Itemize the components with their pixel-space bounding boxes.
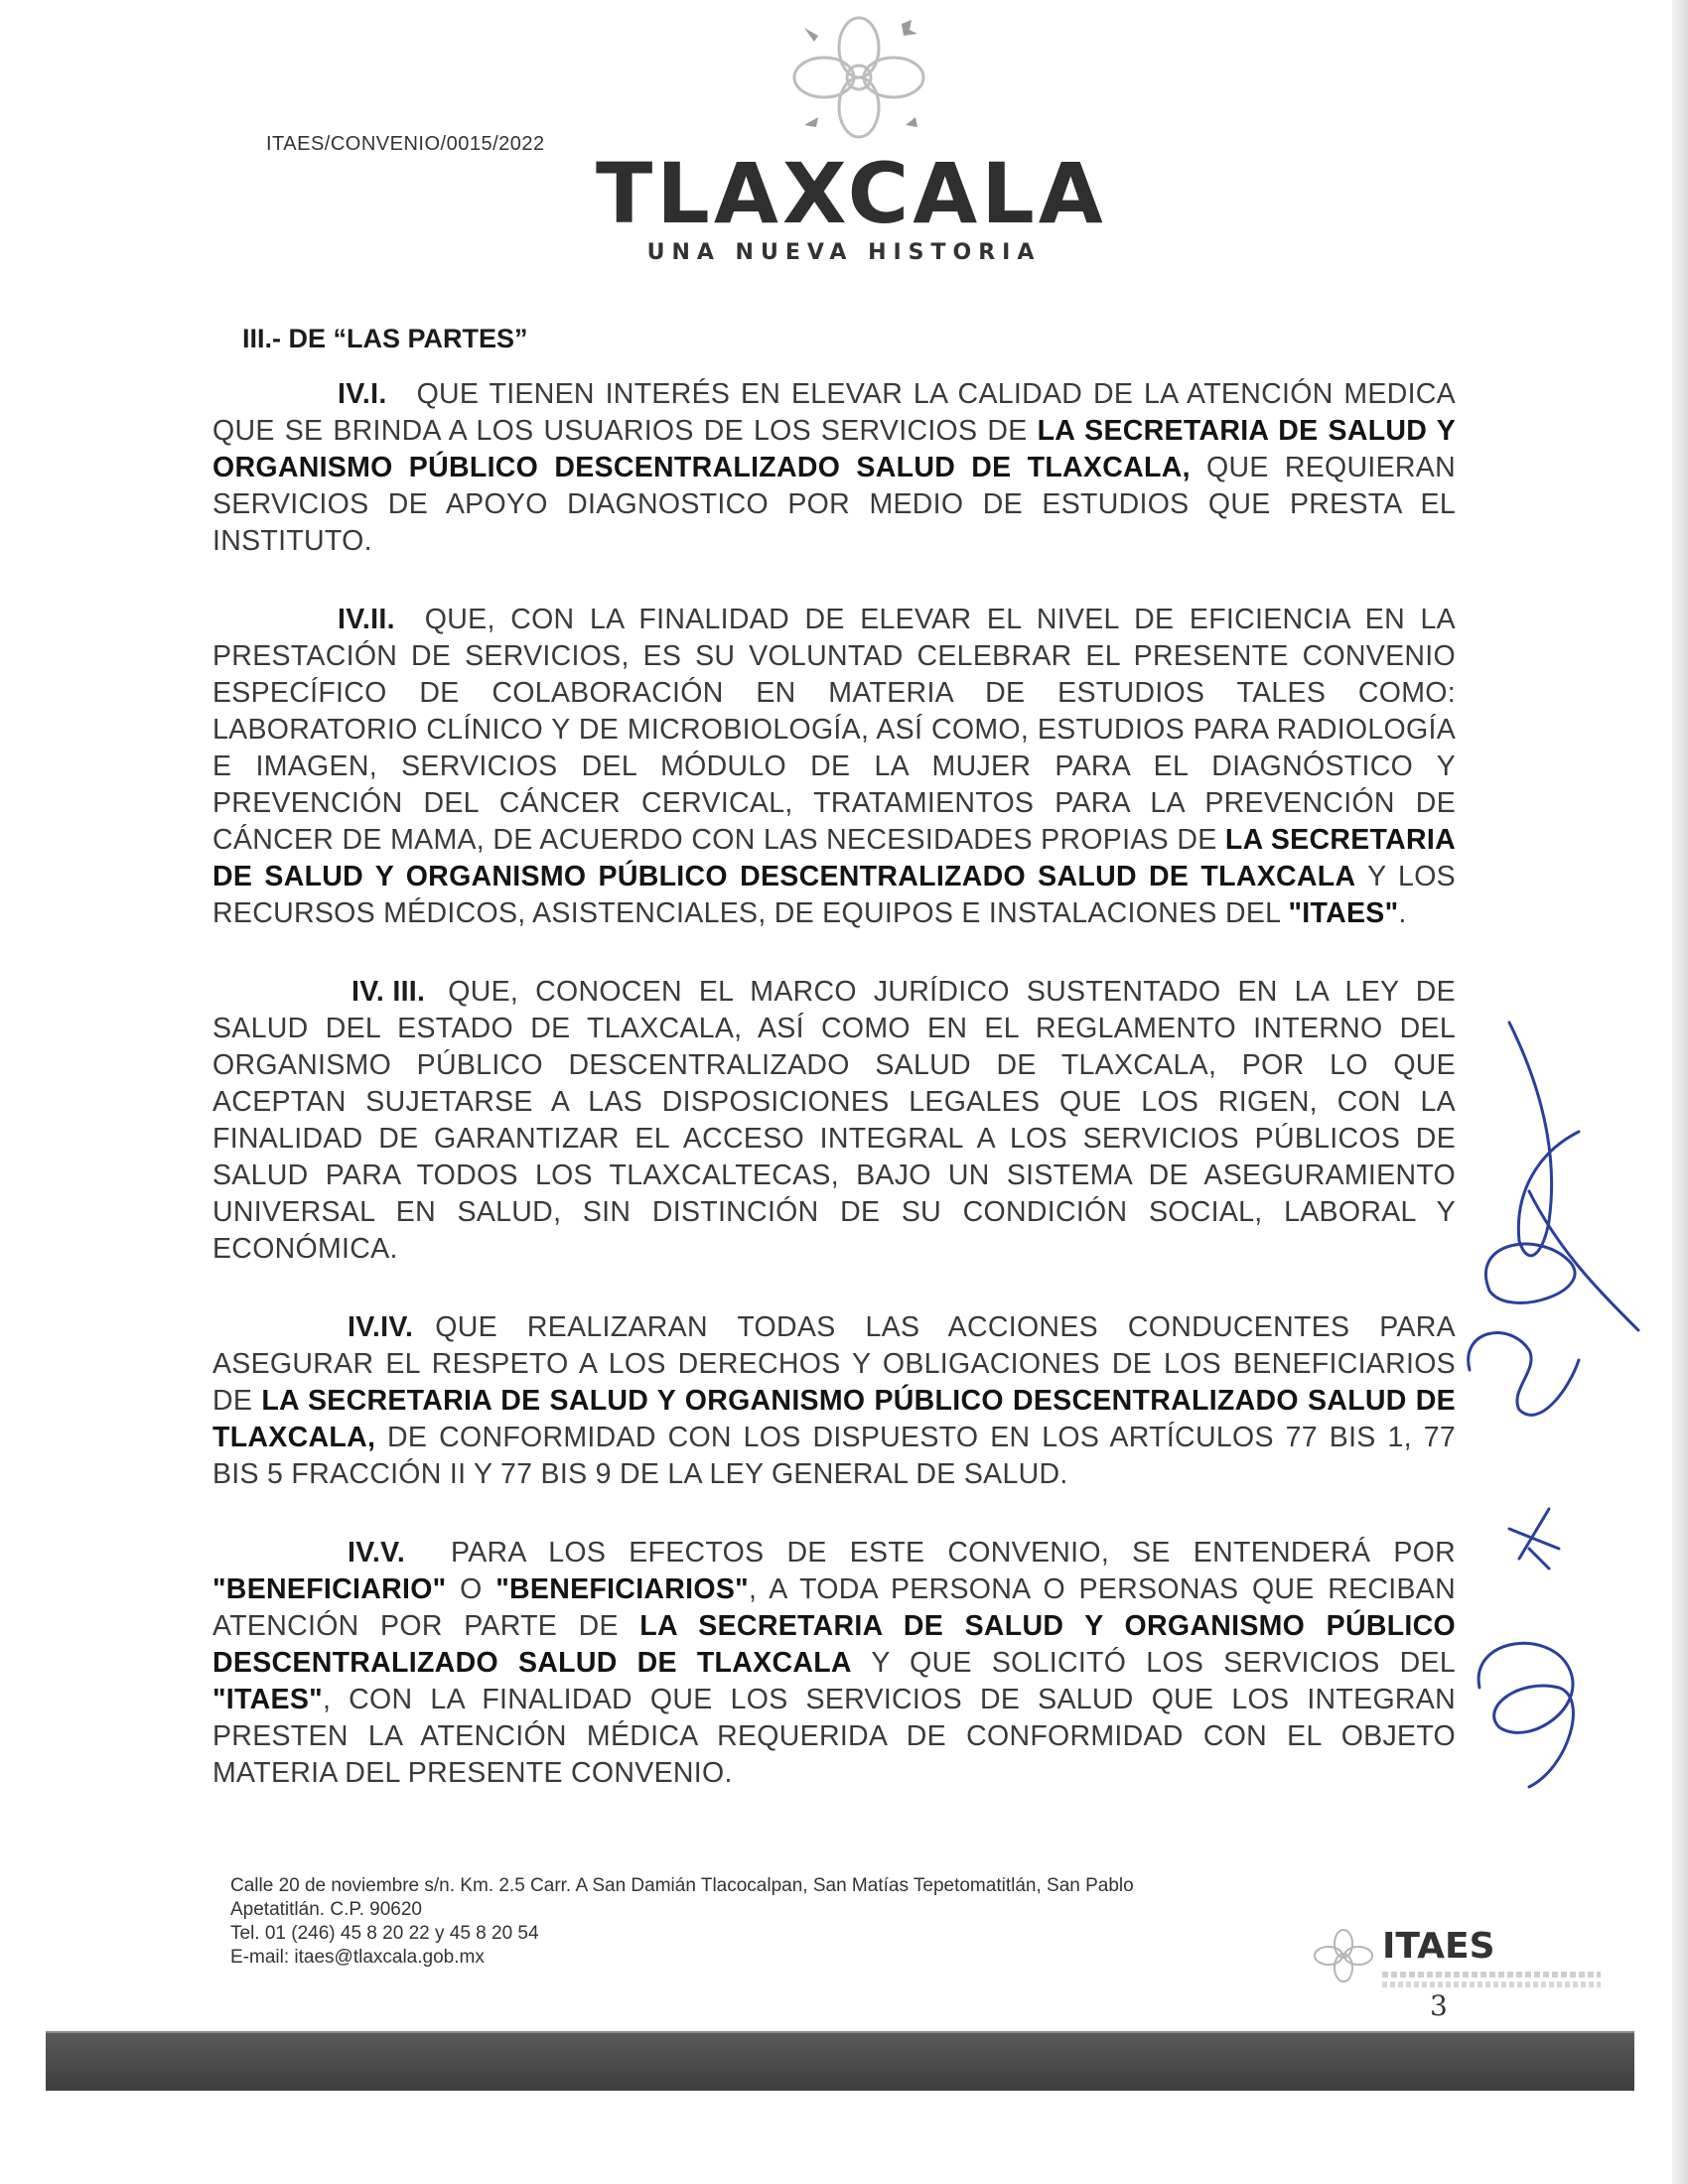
itaes-logo-subtitle bbox=[1382, 1981, 1601, 1987]
document-body bbox=[212, 324, 1456, 1834]
clause-iv-i bbox=[212, 376, 1456, 560]
itaes-logo-subtitle bbox=[1382, 1972, 1601, 1978]
clause-text: QUE TIENEN INTERÉS EN ELEVAR LA CALIDAD DE LA ATENCIÓN MEDICA QUE SE BRINDA A LOS USUARIOS DE LOS SERVICIOS DE bbox=[212, 378, 1456, 447]
page-number: 3 bbox=[1430, 1989, 1448, 2022]
clause-number: IV.V. bbox=[348, 1537, 406, 1569]
clause-iv-v bbox=[212, 1535, 1456, 1792]
phone-text: Tel. 01 (246) 45 8 20 22 y 45 8 20 54 bbox=[230, 1923, 539, 1944]
clause-bold-text: "ITAES" bbox=[1288, 897, 1399, 929]
clause-iv-iii bbox=[212, 974, 1456, 1268]
clause-bold-text: "BENEFICIARIOS" bbox=[495, 1573, 749, 1605]
itaes-emblem-icon bbox=[1309, 1926, 1378, 1985]
clause-bold-text: "ITAES" bbox=[212, 1684, 323, 1715]
clause-iv-iv bbox=[212, 1309, 1456, 1493]
clause-bold-text: LA SECRETARIA DE SALUD Y ORGANISMO PÚBLICO DESCENTRALIZADO SALUD DE TLAXCALA bbox=[212, 1610, 1456, 1679]
clause-text: PARA LOS EFECTOS DE ESTE CONVENIO, SE ENTENDERÁ POR bbox=[451, 1537, 1456, 1569]
clause-text: QUE, CON LA FINALIDAD DE ELEVAR EL NIVEL DE EFICIENCIA EN LA PRESTACIÓN DE SERVICIOS, ES SU VOLUNTAD CELEBRAR EL PRESENTE CONVENIO ESPECÍFICO DE COLABORACIÓN EN MATERIA DE ESTUDIOS TALES COMO: LABORATORIO CLÍNICO Y DE MICROBIOLOGÍA, ASÍ COMO, ESTUDIOS PARA RADIOLOGÍA E IMAGEN, SERVICIOS DEL MÓDULO DE LA MUJER PARA EL DIAGNÓSTICO Y PREVENCIÓN DEL CÁNCER CERVICAL, TRATAMIENTOS PARA LA PREVENCIÓN DE CÁNCER DE MAMA, DE ACUERDO CON LAS NECESIDADES PROPIAS DE bbox=[212, 604, 1456, 856]
itaes-logo-text: ITAES bbox=[1382, 1926, 1495, 1967]
handwritten-signatures bbox=[1450, 993, 1678, 1866]
clause-number: IV. III. bbox=[352, 976, 426, 1008]
clause-text: QUE, CONOCEN EL MARCO JURÍDICO SUSTENTADO EN LA LEY DE SALUD DEL ESTADO DE TLAXCALA, ASÍ COMO EN EL REGLAMENTO INTERNO DEL ORGANISMO PÚBLICO DESCENTRALIZADO SALUD DE TLAXCALA, POR LO QUE ACEPTAN SUJETARSE A LAS DISPOSICIONES LEGALES QUE LOS RIGEN, CON LA FINALIDAD DE GARANTIZAR EL ACCESO INTEGRAL A LOS SERVICIOS PÚBLICOS DE SALUD PARA TODOS LOS TLAXCALTECAS, BAJO UN SISTEMA DE ASEGURAMIENTO UNIVERSAL EN SALUD, SIN DISTINCIÓN DE SU CONDICIÓN SOCIAL, LABORAL Y ECONÓMICA. bbox=[212, 976, 1456, 1265]
clause-number: IV.I. bbox=[338, 378, 387, 410]
clause-number: IV.II. bbox=[338, 604, 395, 635]
clause-text: , A TODA PERSONA O PERSONAS QUE RECIBAN ATENCIÓN POR PARTE DE bbox=[212, 1573, 1456, 1642]
clause-bold-text: LA SECRETARIA DE SALUD Y ORGANISMO PÚBLICO DESCENTRALIZADO SALUD DE TLAXCALA, bbox=[212, 1385, 1456, 1453]
address-line: Apetatitlán. C.P. 90620 bbox=[230, 1899, 422, 1920]
clause-text: O bbox=[446, 1573, 496, 1605]
clause-number: IV.IV. bbox=[348, 1311, 414, 1343]
clause-bold-text: LA SECRETARIA DE SALUD Y ORGANISMO PÚBLICO DESCENTRALIZADO SALUD DE TLAXCALA bbox=[212, 824, 1456, 892]
clause-text: , CON LA FINALIDAD QUE LOS SERVICIOS DE SALUD QUE LOS INTEGRAN PRESTEN LA ATENCIÓN MÉDICA REQUERIDA DE CONFORMIDAD CON EL OBJETO MATERIA DEL PRESENTE CONVENIO. bbox=[212, 1684, 1456, 1789]
clause-text: Y QUE SOLICITÓ LOS SERVICIOS DEL bbox=[851, 1647, 1456, 1679]
clause-iv-ii bbox=[212, 602, 1456, 932]
clause-text: QUE REQUIERAN SERVICIOS DE APOYO DIAGNOSTICO POR MEDIO DE ESTUDIOS QUE PRESTA EL INSTITUTO. bbox=[212, 452, 1456, 557]
clause-bold-text: LA SECRETARIA DE SALUD Y ORGANISMO PÚBLICO DESCENTRALIZADO SALUD DE TLAXCALA, bbox=[212, 415, 1457, 483]
address-line: Calle 20 de noviembre s/n. Km. 2.5 Carr. A San Damián Tlacocalpan, San Matías Tepetomatitlán, San Pablo bbox=[230, 1875, 1134, 1896]
flower-emblem-icon bbox=[774, 8, 943, 147]
email-text: E-mail: itaes@tlaxcala.gob.mx bbox=[230, 1947, 485, 1968]
section-title: III.- DE “LAS PARTES” bbox=[242, 324, 528, 353]
brand-name: TLAXCALA bbox=[596, 145, 1107, 242]
clause-text: QUE REALIZARAN TODAS LAS ACCIONES CONDUCENTES PARA ASEGURAR EL RESPETO A LOS DERECHOS Y OBLIGACIONES DE LOS BENEFICIARIOS DE bbox=[212, 1311, 1456, 1417]
brand-tagline: UNA NUEVA HISTORIA bbox=[646, 240, 1042, 265]
brand-block bbox=[596, 145, 1107, 265]
footer-contact bbox=[230, 1874, 1422, 1970]
clause-text: Y LOS RECURSOS MÉDICOS, ASISTENCIALES, DE EQUIPOS E INSTALACIONES DEL bbox=[212, 861, 1456, 929]
document-code: ITAES/CONVENIO/0015/2022 bbox=[266, 133, 545, 155]
footer-bar bbox=[46, 2031, 1634, 2091]
clause-text: DE CONFORMIDAD CON LOS DISPUESTO EN LOS ARTÍCULOS 77 BIS 1, 77 BIS 5 FRACCIÓN II Y 77 BIS 9 DE LA LEY GENERAL DE SALUD. bbox=[212, 1422, 1456, 1490]
clause-text: . bbox=[1398, 897, 1407, 929]
clause-bold-text: "BENEFICIARIO" bbox=[212, 1573, 447, 1605]
